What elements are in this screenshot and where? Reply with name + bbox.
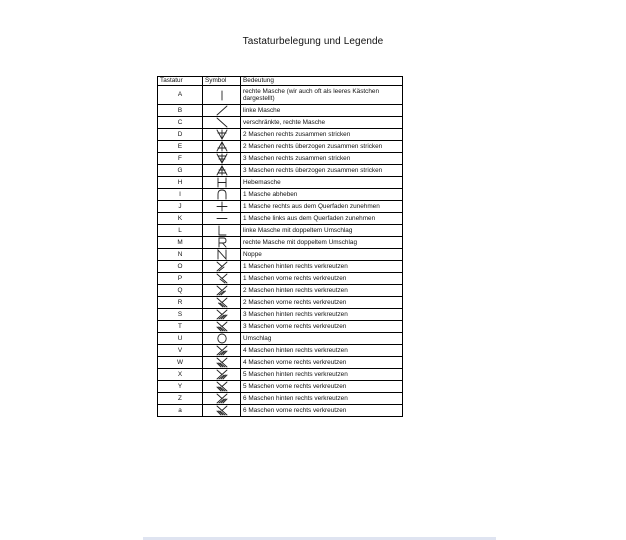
symbol-cell bbox=[203, 141, 241, 153]
meaning-cell: 1 Maschen hinten rechts verkreutzen bbox=[241, 261, 403, 273]
slash-icon bbox=[205, 105, 238, 116]
L-icon bbox=[205, 225, 238, 236]
symbol-cell bbox=[203, 201, 241, 213]
table-row bbox=[158, 297, 403, 309]
header-key: Tastatur bbox=[158, 77, 203, 86]
symbol-cell bbox=[203, 153, 241, 165]
header-meaning: Bedeutung bbox=[241, 77, 403, 86]
k2tog-icon bbox=[205, 129, 238, 140]
symbol-cell bbox=[203, 189, 241, 201]
cross-left-3-icon bbox=[205, 321, 238, 332]
table-row bbox=[158, 129, 403, 141]
legend-table bbox=[157, 76, 403, 417]
meaning-cell: 3 Maschen rechts zusammen stricken bbox=[241, 153, 403, 165]
key-cell: M bbox=[158, 237, 203, 249]
symbol-cell bbox=[203, 225, 241, 237]
symbol-cell bbox=[203, 237, 241, 249]
meaning-cell: 2 Maschen rechts überzogen zusammen stricken bbox=[241, 141, 403, 153]
N-icon bbox=[205, 249, 238, 260]
table-row bbox=[158, 393, 403, 405]
key-cell: G bbox=[158, 165, 203, 177]
vertical-bar-icon bbox=[205, 90, 238, 101]
R-icon bbox=[205, 237, 238, 248]
table-row bbox=[158, 273, 403, 285]
k3tog-icon bbox=[205, 153, 238, 164]
key-cell: Y bbox=[158, 381, 203, 393]
symbol-cell bbox=[203, 333, 241, 345]
circle-icon bbox=[205, 333, 238, 344]
meaning-cell: 4 Maschen hinten rechts verkreutzen bbox=[241, 345, 403, 357]
key-cell: J bbox=[158, 201, 203, 213]
cross-left-6-icon bbox=[205, 405, 238, 416]
key-cell: E bbox=[158, 141, 203, 153]
symbol-cell bbox=[203, 381, 241, 393]
key-cell: Q bbox=[158, 285, 203, 297]
key-cell: D bbox=[158, 129, 203, 141]
cross-right-5-icon bbox=[205, 369, 238, 380]
key-cell: T bbox=[158, 321, 203, 333]
meaning-cell: 1 Masche abheben bbox=[241, 189, 403, 201]
symbol-cell bbox=[203, 357, 241, 369]
meaning-cell: rechte Masche (wir auch oft als leeres Kästchen dargestellt) bbox=[241, 86, 403, 105]
table-row bbox=[158, 225, 403, 237]
table-row bbox=[158, 333, 403, 345]
key-cell: L bbox=[158, 225, 203, 237]
key-cell: C bbox=[158, 117, 203, 129]
key-cell: F bbox=[158, 153, 203, 165]
key-cell: U bbox=[158, 333, 203, 345]
meaning-cell: 3 Maschen rechts überzogen zusammen stricken bbox=[241, 165, 403, 177]
table-row bbox=[158, 369, 403, 381]
symbol-cell bbox=[203, 165, 241, 177]
symbol-cell bbox=[203, 86, 241, 105]
symbol-cell bbox=[203, 309, 241, 321]
meaning-cell: 2 Maschen vorne rechts verkreutzen bbox=[241, 297, 403, 309]
meaning-cell: 2 Maschen hinten rechts verkreutzen bbox=[241, 285, 403, 297]
cross-left-5-icon bbox=[205, 381, 238, 392]
ssk-icon bbox=[205, 141, 238, 152]
table-header-row bbox=[158, 77, 403, 86]
H-icon bbox=[205, 177, 238, 188]
plus-icon bbox=[205, 201, 238, 212]
table-row bbox=[158, 261, 403, 273]
table-row bbox=[158, 201, 403, 213]
cross-right-1-icon bbox=[205, 261, 238, 272]
key-cell: O bbox=[158, 261, 203, 273]
symbol-cell bbox=[203, 273, 241, 285]
symbol-cell bbox=[203, 117, 241, 129]
symbol-cell bbox=[203, 261, 241, 273]
symbol-cell bbox=[203, 405, 241, 417]
symbol-cell bbox=[203, 393, 241, 405]
cross-right-2-icon bbox=[205, 285, 238, 296]
key-cell: H bbox=[158, 177, 203, 189]
symbol-cell bbox=[203, 105, 241, 117]
sk2p-icon bbox=[205, 165, 238, 176]
symbol-cell bbox=[203, 177, 241, 189]
meaning-cell: 6 Maschen vorne rechts verkreutzen bbox=[241, 405, 403, 417]
symbol-cell bbox=[203, 321, 241, 333]
table-row bbox=[158, 213, 403, 225]
table-row bbox=[158, 237, 403, 249]
key-cell: A bbox=[158, 86, 203, 105]
meaning-cell: 2 Maschen rechts zusammen stricken bbox=[241, 129, 403, 141]
meaning-cell: 3 Maschen vorne rechts verkreutzen bbox=[241, 321, 403, 333]
key-cell: P bbox=[158, 273, 203, 285]
table-row bbox=[158, 86, 403, 105]
symbol-cell bbox=[203, 213, 241, 225]
cross-left-1-icon bbox=[205, 273, 238, 284]
key-cell: N bbox=[158, 249, 203, 261]
cross-right-3-icon bbox=[205, 309, 238, 320]
table-row bbox=[158, 141, 403, 153]
header-symbol: Symbol bbox=[203, 77, 241, 86]
key-cell: V bbox=[158, 345, 203, 357]
meaning-cell: linke Masche mit doppeltem Umschlag bbox=[241, 225, 403, 237]
symbol-cell bbox=[203, 297, 241, 309]
key-cell: B bbox=[158, 105, 203, 117]
meaning-cell: 5 Maschen hinten rechts verkreutzen bbox=[241, 369, 403, 381]
meaning-cell: 1 Masche rechts aus dem Querfaden zunehmen bbox=[241, 201, 403, 213]
meaning-cell: Umschlag bbox=[241, 333, 403, 345]
table-row bbox=[158, 321, 403, 333]
cross-left-4-icon bbox=[205, 357, 238, 368]
table-row bbox=[158, 345, 403, 357]
symbol-cell bbox=[203, 129, 241, 141]
key-cell: K bbox=[158, 213, 203, 225]
table-row bbox=[158, 381, 403, 393]
table-row bbox=[158, 249, 403, 261]
key-cell: Z bbox=[158, 393, 203, 405]
cross-right-4-icon bbox=[205, 345, 238, 356]
symbol-cell bbox=[203, 369, 241, 381]
table-row bbox=[158, 189, 403, 201]
table-row bbox=[158, 309, 403, 321]
cross-right-6-icon bbox=[205, 393, 238, 404]
key-cell: X bbox=[158, 369, 203, 381]
meaning-cell: Hebemasche bbox=[241, 177, 403, 189]
table-row bbox=[158, 177, 403, 189]
table-row bbox=[158, 405, 403, 417]
symbol-cell bbox=[203, 249, 241, 261]
key-cell: S bbox=[158, 309, 203, 321]
meaning-cell: rechte Masche mit doppeltem Umschlag bbox=[241, 237, 403, 249]
table-row bbox=[158, 165, 403, 177]
symbol-cell bbox=[203, 285, 241, 297]
table-row bbox=[158, 285, 403, 297]
table-row bbox=[158, 117, 403, 129]
meaning-cell: linke Masche bbox=[241, 105, 403, 117]
table-row bbox=[158, 153, 403, 165]
table-row bbox=[158, 357, 403, 369]
meaning-cell: verschränkte, rechte Masche bbox=[241, 117, 403, 129]
meaning-cell: 1 Maschen vorne rechts verkreutzen bbox=[241, 273, 403, 285]
key-cell: a bbox=[158, 405, 203, 417]
meaning-cell: 4 Maschen vorne rechts verkreutzen bbox=[241, 357, 403, 369]
page-title: Tastaturbelegung und Legende bbox=[242, 36, 384, 47]
meaning-cell: 5 Maschen vorne rechts verkreutzen bbox=[241, 381, 403, 393]
arch-icon bbox=[205, 189, 238, 200]
table-row bbox=[158, 105, 403, 117]
backslash-icon bbox=[205, 117, 238, 128]
meaning-cell: Noppe bbox=[241, 249, 403, 261]
cross-left-2-icon bbox=[205, 297, 238, 308]
meaning-cell: 1 Masche links aus dem Querfaden zunehmen bbox=[241, 213, 403, 225]
meaning-cell: 6 Maschen hinten rechts verkreutzen bbox=[241, 393, 403, 405]
minus-icon bbox=[205, 213, 238, 224]
key-cell: R bbox=[158, 297, 203, 309]
key-cell: I bbox=[158, 189, 203, 201]
key-cell: W bbox=[158, 357, 203, 369]
symbol-cell bbox=[203, 345, 241, 357]
meaning-cell: 3 Maschen hinten rechts verkreutzen bbox=[241, 309, 403, 321]
